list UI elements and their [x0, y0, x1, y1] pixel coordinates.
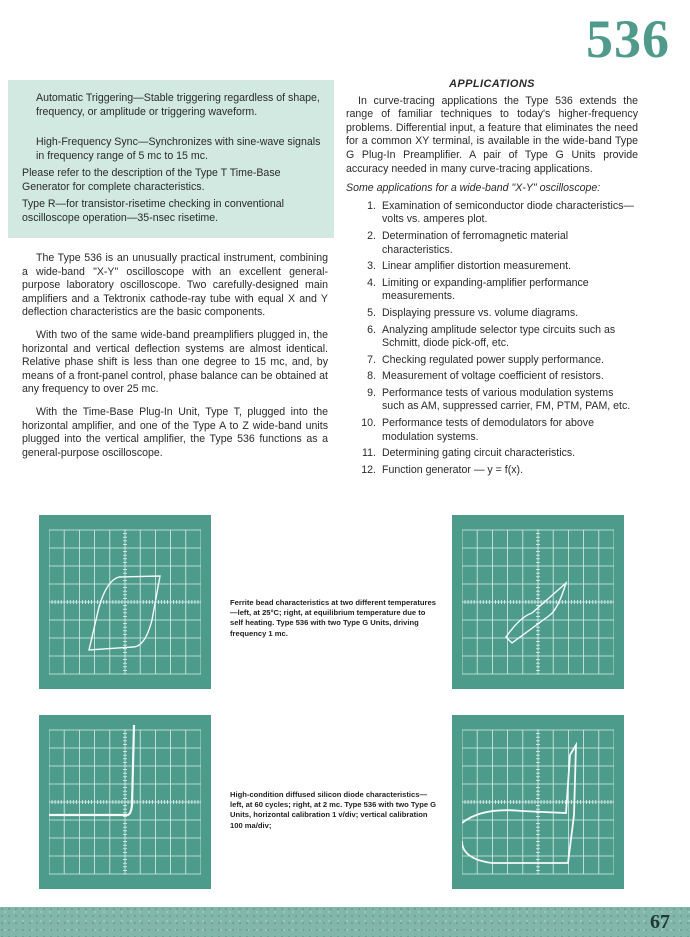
- applications-intro: In curve-tracing applications the Type 536 extends the range of familiar techniques to today's higher-frequency problems. Differential input, a feature that eliminates the need for a common XY terminal, is available in the wide-band Type G Plug-In Preamplifier. A pair of Type G Units provide accuracy needed in many curve-tracing applications.: [346, 94, 638, 175]
- page-number: 67: [650, 911, 670, 933]
- scope-photo-diode-60cycles: [39, 715, 211, 889]
- list-item: 5. Displaying pressure vs. volume diagrams.: [367, 306, 579, 319]
- applications-section: [346, 78, 638, 480]
- caption-diode: High-condition diffused silicon diode characteristics—left, at 60 cycles; right, at 2 mc. Type 536 with two Type G Units, horizontal calibration 1 v/div; vertical calibration 100 ma/div;: [230, 790, 437, 830]
- list-item: 2. Determination of ferromagnetic material characteristics.: [367, 229, 569, 256]
- list-item: 6. Analyzing amplitude selector type circuits such as Schmitt, diode pick-off, etc.: [367, 323, 616, 350]
- applications-heading: APPLICATIONS: [449, 78, 535, 90]
- scope-photo-diode-2mc: [452, 715, 624, 889]
- feature-high-frequency-sync: High-Frequency Sync—Synchronizes with sine-wave signals in frequency range of 5 mc to 15 mc.: [36, 136, 321, 162]
- list-item: 1. Examination of semiconductor diode characteristics—volts vs. amperes plot.: [367, 199, 635, 226]
- page-footer: [0, 907, 690, 937]
- caption-ferrite: Ferrite bead characteristics at two different temperatures—left, at 25°C; right, at equilibrium temperature due to self heating. Type 536 with two Type G Units, driving frequency 1 mc.: [230, 598, 436, 638]
- graticule: [49, 530, 201, 674]
- list-item: 10. Performance tests of demodulators for above modulation systems.: [361, 417, 594, 443]
- feature-type-t-reference: Please refer to the description of the Type T Time-Base Generator for complete characteristics.: [22, 167, 281, 193]
- body-paragraph: The Type 536 is an unusually practical instrument, combining a wide-band "X-Y" oscilloscope with an excellent general-purpose laboratory oscilloscope. Two carefully-designed main amplifiers and a Tektronix cathode-ray tube with equal X and Y deflection characteristics are the basic components.: [22, 252, 328, 319]
- applications-list: [346, 200, 638, 478]
- body-paragraph: With two of the same wide-band preamplifiers plugged in, the horizontal and vertical deflection systems are almost identical. Relative phase shift is less than one degree to 15 mc, and, by means of a front-panel control, phase balance can be obtained at any frequency to over 25 mc.: [22, 328, 328, 396]
- scope-photo-ferrite-heated: [452, 515, 624, 689]
- body-paragraph: With the Time-Base Plug-In Unit, Type T, plugged into the horizontal amplifier, and one of the Type A to Z wide-band units plugged into the vertical amplifier, the Type 536 functions as a general-purpose oscilloscope.: [22, 405, 328, 459]
- scope-photo-ferrite-25c: [39, 515, 211, 689]
- body-text: [22, 252, 328, 469]
- features-box: [8, 80, 334, 238]
- list-item: 12. Function generator — y = f(x).: [361, 463, 524, 476]
- graticule: [49, 730, 201, 874]
- graticule: [462, 730, 614, 874]
- graticule: [462, 530, 614, 674]
- feature-automatic-triggering: Automatic Triggering—Stable triggering regardless of shape, frequency, or amplitude or triggering waveform.: [36, 92, 320, 118]
- list-item: 3. Linear amplifier distortion measurement.: [367, 260, 572, 273]
- model-number: 536: [586, 9, 670, 69]
- list-item: 11. Determining gating circuit characteristics.: [362, 447, 576, 460]
- list-item: 8. Measurement of voltage coefficient of resistors.: [367, 370, 604, 383]
- feature-type-r: Type R—for transistor-risetime checking in conventional oscilloscope operation—35-nsec risetime.: [22, 198, 285, 224]
- list-item: 4. Limiting or expanding-amplifier performance measurements.: [367, 276, 589, 303]
- list-item: 7. Checking regulated power supply performance.: [367, 353, 605, 366]
- list-item: 9. Performance tests of various modulation systems such as AM, suppressed carrier, FM, PTM, PAM, etc.: [367, 386, 631, 413]
- applications-list-lead: Some applications for a wide-band "X-Y" oscilloscope:: [346, 182, 601, 195]
